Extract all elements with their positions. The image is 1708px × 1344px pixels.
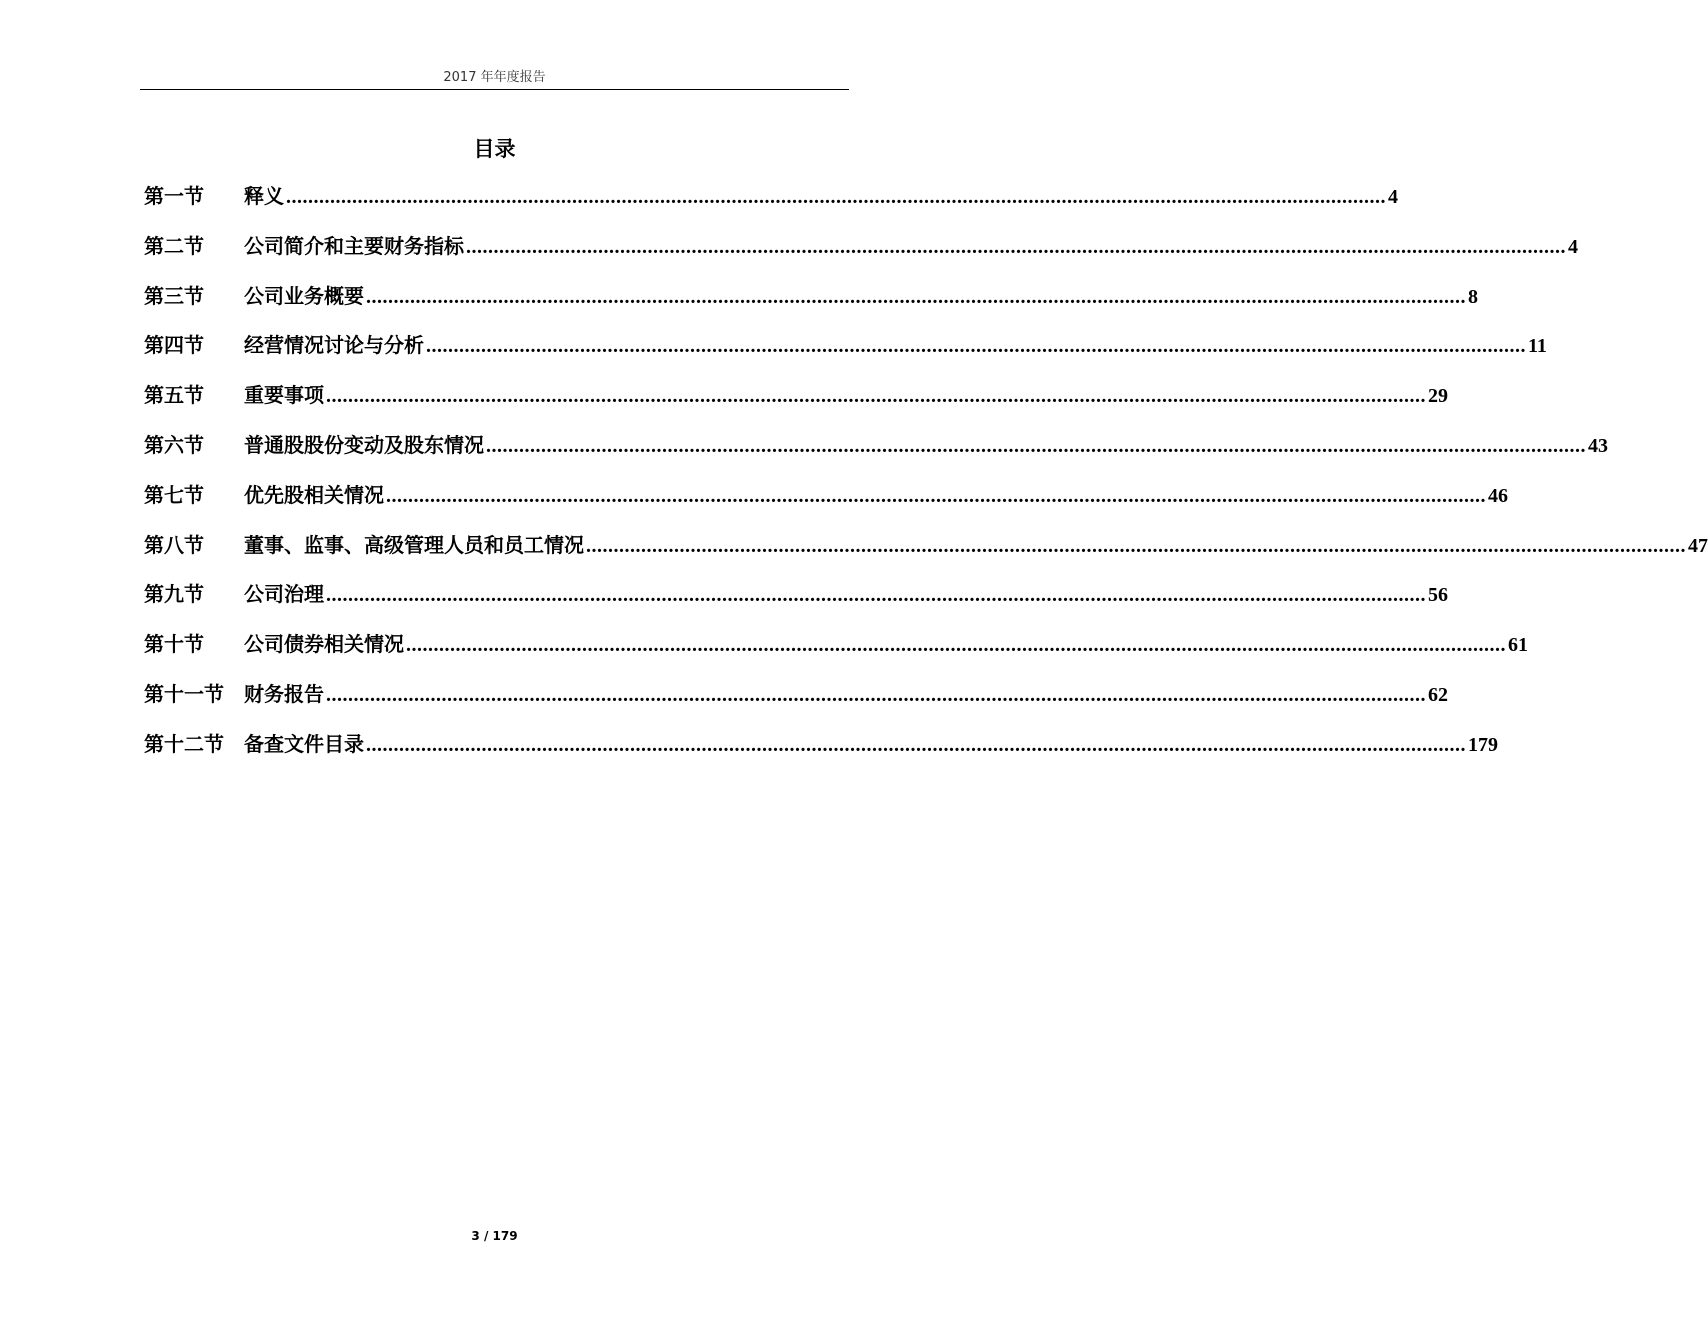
toc-dot-leader: ........................................................................................................................................................................................................ — [286, 186, 1386, 208]
toc-entry-section: 第十节 — [144, 632, 204, 657]
toc-entry-page: 43 — [1588, 434, 1608, 457]
toc-entry-section: 第五节 — [144, 383, 204, 408]
toc-entry-page: 4 — [1388, 186, 1398, 208]
toc-entry-label: 财务报告 — [244, 681, 324, 706]
toc-entry-section: 第十一节 — [144, 681, 224, 706]
toc-dot-leader: ........................................................................................................................................................................................................ — [486, 434, 1586, 457]
toc-entry-label: 重要事项 — [244, 383, 324, 408]
toc-dot-leader: ........................................................................................................................................................................................................ — [586, 534, 1686, 557]
toc-entry[interactable] — [144, 180, 1398, 230]
toc-dot-leader: ........................................................................................................................................................................................................ — [366, 733, 1466, 756]
toc-entry-label: 公司债券相关情况 — [244, 632, 404, 657]
toc-entry[interactable] — [144, 728, 1498, 778]
toc-entry-page: 46 — [1488, 484, 1508, 507]
toc-entry-page: 62 — [1428, 683, 1448, 706]
toc-entry-section: 第十二节 — [144, 731, 224, 756]
toc-entry-label: 公司治理 — [244, 582, 324, 607]
toc-entry-label: 优先股相关情况 — [244, 482, 384, 507]
toc-entry-label: 释义 — [244, 184, 284, 208]
toc-entry-page: 56 — [1428, 584, 1448, 607]
toc-entry[interactable] — [144, 429, 1608, 479]
toc-entry-section: 第四节 — [144, 333, 204, 358]
toc-entry-section: 第六节 — [144, 432, 204, 457]
toc-entry[interactable] — [144, 379, 1448, 429]
toc-dot-leader: ........................................................................................................................................................................................................ — [386, 484, 1486, 507]
toc-entry-page: 179 — [1468, 733, 1498, 756]
toc-entry-label: 普通股股份变动及股东情况 — [244, 432, 484, 457]
toc-entry-page: 61 — [1508, 634, 1528, 657]
toc-entry[interactable] — [144, 280, 1478, 330]
table-of-contents — [144, 180, 1708, 778]
toc-dot-leader: ........................................................................................................................................................................................................ — [366, 285, 1466, 308]
toc-entry-section: 第二节 — [144, 233, 204, 258]
toc-dot-leader: ........................................................................................................................................................................................................ — [406, 634, 1506, 657]
toc-dot-leader: ........................................................................................................................................................................................................ — [466, 235, 1566, 258]
toc-dot-leader: ........................................................................................................................................................................................................ — [426, 335, 1526, 358]
toc-entry[interactable] — [144, 678, 1448, 728]
toc-entry[interactable] — [144, 578, 1448, 628]
toc-entry[interactable] — [144, 628, 1528, 678]
toc-entry-section: 第八节 — [144, 532, 204, 557]
toc-entry-label: 备查文件目录 — [244, 731, 364, 756]
toc-dot-leader: ........................................................................................................................................................................................................ — [326, 385, 1426, 408]
toc-dot-leader: ........................................................................................................................................................................................................ — [326, 683, 1426, 706]
toc-dot-leader: ........................................................................................................................................................................................................ — [326, 584, 1426, 607]
toc-entry-section: 第九节 — [144, 582, 204, 607]
toc-entry-page: 8 — [1468, 285, 1478, 308]
toc-entry[interactable] — [144, 479, 1508, 529]
toc-entry[interactable] — [144, 329, 1547, 379]
toc-entry-label: 公司业务概要 — [244, 283, 364, 308]
toc-entry-section: 第三节 — [144, 283, 204, 308]
toc-entry-page: 29 — [1428, 385, 1448, 408]
header-divider — [140, 89, 849, 90]
toc-entry-section: 第一节 — [144, 184, 204, 208]
page-number: 3 / 179 — [471, 1229, 518, 1243]
toc-entry-section: 第七节 — [144, 482, 204, 507]
toc-entry-page: 47 — [1688, 534, 1708, 557]
page-header: 2017 年年度报告 — [443, 70, 546, 85]
toc-entry-label: 公司简介和主要财务指标 — [244, 233, 464, 258]
toc-entry[interactable] — [144, 529, 1708, 579]
toc-entry[interactable] — [144, 230, 1578, 280]
toc-title: 目录 — [473, 136, 516, 161]
toc-entry-label: 董事、监事、高级管理人员和员工情况 — [244, 532, 584, 557]
toc-entry-page: 11 — [1528, 335, 1547, 358]
toc-entry-label: 经营情况讨论与分析 — [244, 333, 424, 358]
toc-entry-page: 4 — [1568, 235, 1578, 258]
